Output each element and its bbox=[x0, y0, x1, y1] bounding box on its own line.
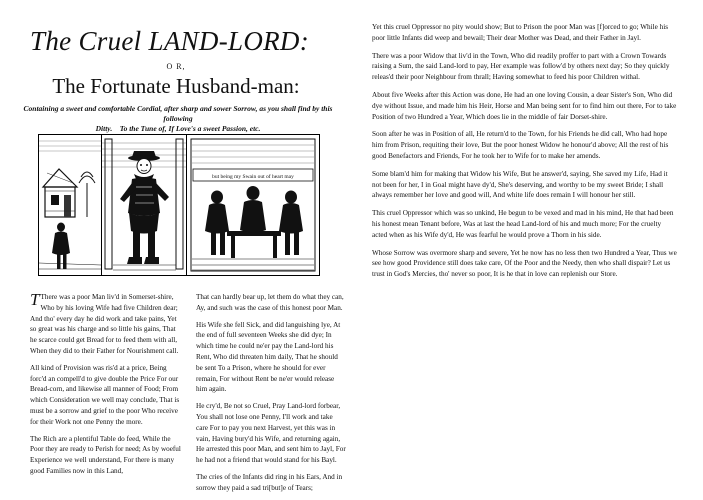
woodcut-banner-text: but being my Swain out of heart may bbox=[212, 174, 294, 180]
poem-column-b bbox=[196, 292, 346, 500]
woodcut-interior-scene bbox=[186, 134, 320, 276]
or-divider-label: O R, bbox=[166, 62, 186, 71]
stanza: Soon after he was in Position of all, He return'd to the Town, for his Friends he did call, Who had hope him from Prison, requiting their love, But the poor honest Widow he honour'd above; All the rest of his good Benefactors and Friends, For he took her to Wife for to make her amends. bbox=[372, 130, 669, 160]
woodcut-row bbox=[38, 134, 318, 274]
page-title: The Cruel LAND-LORD: bbox=[30, 26, 310, 56]
tune-label: To the Tune of, If Love's a sweet Passion, etc. bbox=[119, 124, 261, 134]
stanza: There was a poor Widow that liv'd in the Town, Who did readily proffer to part with a Crown Towards raising a Sum, the said Land-lord to pay, Her example was follow'd by others next day; So they quickly releas'd their poor Neighbour from thrall; Having somewhat to feed his poor Children withal. bbox=[372, 51, 670, 82]
poem-column-c bbox=[372, 22, 678, 287]
woodcut-cottage-and-figure bbox=[38, 134, 102, 276]
woodcut-landlord-svg bbox=[102, 135, 186, 275]
woodcut-cottage-svg bbox=[39, 135, 101, 275]
stanza: T There was a poor Man liv'd in Somerset-shire, Who by his loving Wife had five Children dear; And tho' every day he did work and take pains, Yet so great was his charge and so little his gains, That he scarce could get Bread for to feed them with all, When they did to their Father for Nourishment call. bbox=[30, 290, 179, 355]
stanza: About five Weeks after this Action was done, He had an one loving Cousin, a dear Sister's Son, Who did dye without Issue, and made him his Heir, Horse and Man being sent for to find him out there, For to take Position of two Hundred a Year, Which does lie in the middle of fair Dorset-shire. bbox=[372, 90, 677, 121]
woodcut-interior-svg bbox=[187, 135, 319, 275]
stanza: All kind of Provision was ris'd at a price, Being forc'd an compell'd to give double the Price For our Bread-corn, and likewise all manner of Food; From which Consideration we well may conclude, That is must be a sorrow and grief to the poor Who receive for their Work not one Penny the more. bbox=[30, 363, 180, 426]
stanza: This cruel Oppressor which was so unkind, He begun to be vexed and mad in his mind, He that had been his honest mean Tenant before, Was at last the head Land-lord of his and much more; For the cruelty acted when as his Wife dy'd, He was fearful he would prove a Thorn in his side. bbox=[372, 209, 674, 239]
drop-cap: T bbox=[30, 290, 40, 309]
stanza: Yet this cruel Oppressor no pity would show; But to Prison the poor Man was [f]orced to go; While his poor little Infants did weep and bewail; Their dear Mother was Dead, and their Father in Jayl. bbox=[372, 23, 668, 42]
stanza: Whose Sorrow was overmore sharp and severe, Yet he now has no less then two Hundred a Year, Thus we see how good Providence still does take care, Of the Poor and the Needy, then who shall dispair? Let us trust in God's Mercies, tho' never so poor, It is he that in love can replenish our Store. bbox=[372, 248, 677, 279]
stanza: He cry'd, Be not so Cruel, Pray Land-lord forbear, You shall not lose one Penny, I'll work and take care For to pay you next Harvest, yet this was in vain, Having bury'd his Wife, and returning again, He arrested this poor Man, and sent him to Jayl, For he had not a friend that would stand for his Bayl. bbox=[196, 402, 346, 465]
stanza: His Wife she fell Sick, and did languishing lye, At the end of full seventeen Weeks she did dye; In which time he could ne'er pay the Land-lord his Rent, Who did threaten him daily, That he should be sent To a Prison, where he should for ever remain, For without Rent be ne'er would release him again. bbox=[196, 320, 341, 394]
stanza: The Rich are a plentiful Table do feed, While the Poor they are ready to Perish for need; As by woeful Experience we well understand, For there is many good Families now in this Land, bbox=[30, 434, 181, 475]
stanza: The cries of the Infants did ring in his Ears, And in sorrow they paid a sad tri[but]e of Tears; bbox=[196, 472, 343, 492]
left-column-region bbox=[0, 0, 352, 492]
blurb-line-2: Ditty. To the Tune of, If Love's a sweet Passion, etc. bbox=[95, 124, 261, 134]
blurb-text bbox=[20, 104, 336, 134]
poem-column-a bbox=[30, 292, 182, 483]
blurb-line-1: Containing a sweet and comfortable Cordial, after sharp and sower Sorrow, as you shall find by this following bbox=[23, 104, 333, 124]
stanza: That can hardly bear up, let them do what they can, Ay, and such was the case of this honest poor Man. bbox=[196, 293, 344, 312]
woodcut-landlord-figure bbox=[101, 134, 187, 276]
page-subtitle: The Fortunate Husband-man: bbox=[52, 74, 300, 98]
stanza: Some blam'd him for making that Widow his Wife, But he answer'd, saying, She saved my Life, Had it not been for her, I in Goal might have dy'd, She's deserving, and worthy to be my sweet Bride; I shall always remember her love and good will, And white life does remain I will honour her still. bbox=[372, 169, 668, 200]
